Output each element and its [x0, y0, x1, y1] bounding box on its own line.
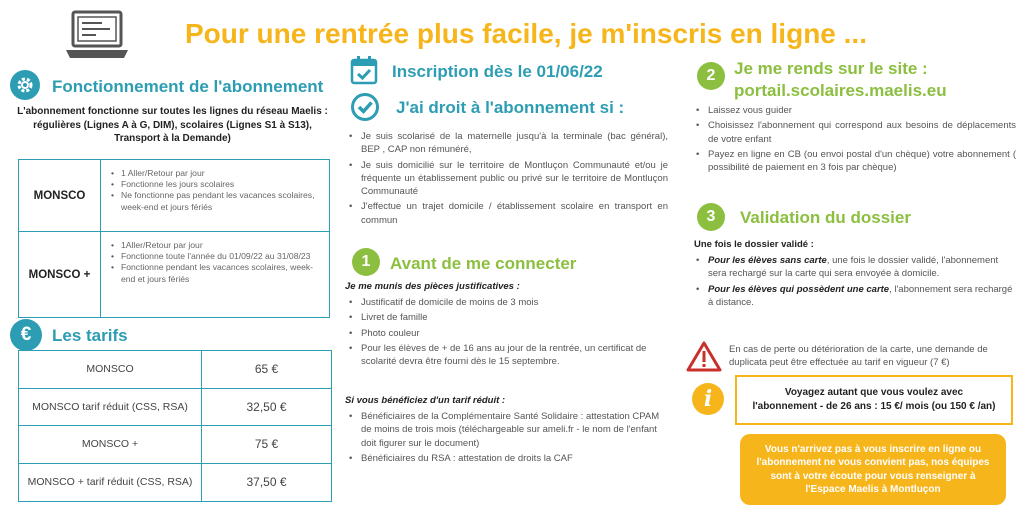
info-box [735, 375, 1013, 425]
documents-list [345, 296, 668, 370]
list-item: • Bénéficiaires du RSA : attestation de droits la CAF [345, 452, 668, 465]
list-item: • 1Aller/Retour par jour [107, 240, 323, 251]
euro-icon: € [10, 319, 42, 351]
documents-title: Je me munis des pièces justificatives : [345, 281, 520, 292]
check-circle-icon [350, 92, 380, 122]
inscription-heading: Inscription dès le 01/06/22 [392, 62, 603, 81]
table-row [19, 464, 331, 502]
list-item: • Ne fonctionne pas pendant les vacances scolaires, week-end et jours fériés [107, 190, 323, 212]
website-link[interactable]: portail.scolaires.maelis.eu [734, 81, 947, 101]
step1-heading: Avant de me connecter [390, 254, 577, 273]
calendar-check-icon [350, 55, 378, 85]
subscription-table [18, 159, 330, 318]
warning-text: En cas de perte ou détérioration de la carte, une demande de duplicata peut être effectuée au tarif en vigueur (7 €) [729, 344, 988, 369]
help-box [740, 434, 1006, 505]
tariff-price: 32,50 € [246, 399, 287, 414]
list-item: • Fonctionne toute l'année du 01/09/22 au 31/08/23 [107, 251, 323, 262]
step-number-1: 1 [352, 248, 380, 276]
subscription-row [19, 232, 329, 317]
step2-list [692, 104, 1016, 176]
item-bold: Pour les élèves sans carte [708, 255, 827, 266]
list-item: • Bénéficiaires de la Complémentaire Santé Solidaire : attestation CPAM de moins de trois mois (téléchargeable sur ameli.fr - le nom de l'enfant doit figurer sur le document) [345, 410, 668, 450]
tariffs-table [18, 350, 332, 502]
tariff-name: MONSCO tarif réduit (CSS, RSA) [19, 389, 202, 426]
warning-icon [686, 341, 722, 372]
step-number-3: 3 [697, 203, 725, 231]
help-text: Vous n'arrivez pas à vous inscrire en ligne ou l'abonnement ne vous convient pas, nos équipes sont à votre écoute pour vous renseigner à l'Espace Maelis à Montluçon [756, 443, 990, 495]
eligibility-heading: J'ai droit à l'abonnement si : [396, 98, 625, 117]
list-item [692, 283, 1016, 310]
list-item: • 1 Aller/Retour par jour [107, 168, 323, 179]
list-item: • Je suis scolarisé de la maternelle jusqu'à la terminale (bac général), BEP , CAP non rémunéré, [345, 130, 668, 157]
item-text: , une fois le dossier validé, l'abonnement sera rechargé sur la carte qui sera envoyée à domicile. [708, 255, 999, 280]
step2-heading [734, 58, 947, 102]
list-item: • Payez en ligne en CB (ou envoi postal d'un chèque) votre abonnement ( possibilité de paiement en 3 fois par chèque) [692, 148, 1016, 175]
list-item: • Fonctionne pendant les vacances scolaires, week-end et jours fériés [107, 262, 323, 284]
laptop-icon [64, 10, 130, 62]
list-item: • Choisissez l'abonnement qui correspond aux besoins de déplacements de votre enfant [692, 119, 1016, 146]
list-item: • Je suis domicilié sur le territoire de Montluçon Communauté et/ou je fréquente un établissement public ou privé sur le territoire de Montluçon Communauté [345, 159, 668, 199]
list-item [692, 254, 1016, 281]
list-item: • Livret de famille [345, 311, 668, 324]
table-row [19, 351, 331, 389]
functioning-intro: L'abonnement fonctionne sur toutes les lignes du réseau Maelis : régulières (Lignes A à G, DIM), scolaires (Lignes S1 à S13), Transport à la Demande) [17, 106, 328, 144]
reduced-list [345, 410, 668, 467]
list-item: • Photo couleur [345, 327, 668, 340]
tariffs-heading: Les tarifs [52, 326, 128, 345]
list-item: • Laissez vous guider [692, 104, 1016, 117]
step2-heading-line1: Je me rends sur le site : [734, 59, 928, 78]
table-row [19, 426, 331, 464]
eligibility-list [345, 130, 668, 229]
validated-list [692, 254, 1016, 311]
subscription-features [101, 160, 329, 231]
subscription-features [101, 232, 329, 317]
tariff-name: MONSCO + tarif réduit (CSS, RSA) [19, 464, 202, 502]
list-item: • J'effectue un trajet domicile / établissement scolaire en transport en commun [345, 200, 668, 227]
tariff-name: MONSCO + [19, 426, 202, 463]
info-line2: l'abonnement - de 26 ans : 15 €/ mois (ou 150 € /an) [752, 401, 996, 412]
info-icon: i [692, 383, 724, 415]
step3-heading: Validation du dossier [740, 208, 911, 227]
list-item: • Fonctionne les jours scolaires [107, 179, 323, 190]
item-bold: Pour les élèves qui possèdent une carte [708, 283, 890, 295]
list-item: • Pour les élèves de + de 16 ans au jour de la rentrée, un certificat de scolarité devra être fourni dès le 15 septembre. [345, 342, 668, 369]
page-title: Pour une rentrée plus facile, je m'inscris en ligne ... [185, 18, 867, 49]
subscription-name: MONSCO [19, 160, 101, 231]
functioning-heading: Fonctionnement de l'abonnement [52, 77, 324, 96]
step-number-2: 2 [697, 62, 725, 90]
tariff-name: MONSCO [19, 351, 202, 388]
gear-icon [10, 70, 40, 100]
tariff-price: 37,50 € [246, 475, 287, 490]
tariff-price: 75 € [254, 437, 279, 452]
subscription-row [19, 160, 329, 232]
info-line1: Voyagez autant que vous voulez avec [784, 386, 964, 398]
table-row [19, 389, 331, 427]
list-item: • Justificatif de domicile de moins de 3 mois [345, 296, 668, 309]
validated-title: Une fois le dossier validé : [694, 239, 814, 250]
tariff-price: 65 € [254, 362, 279, 377]
subscription-name: MONSCO + [19, 232, 101, 317]
item-text: , l'abonnement sera rechargé à distance. [708, 283, 1013, 308]
reduced-title: Si vous bénéficiez d'un tarif réduit : [345, 395, 506, 406]
